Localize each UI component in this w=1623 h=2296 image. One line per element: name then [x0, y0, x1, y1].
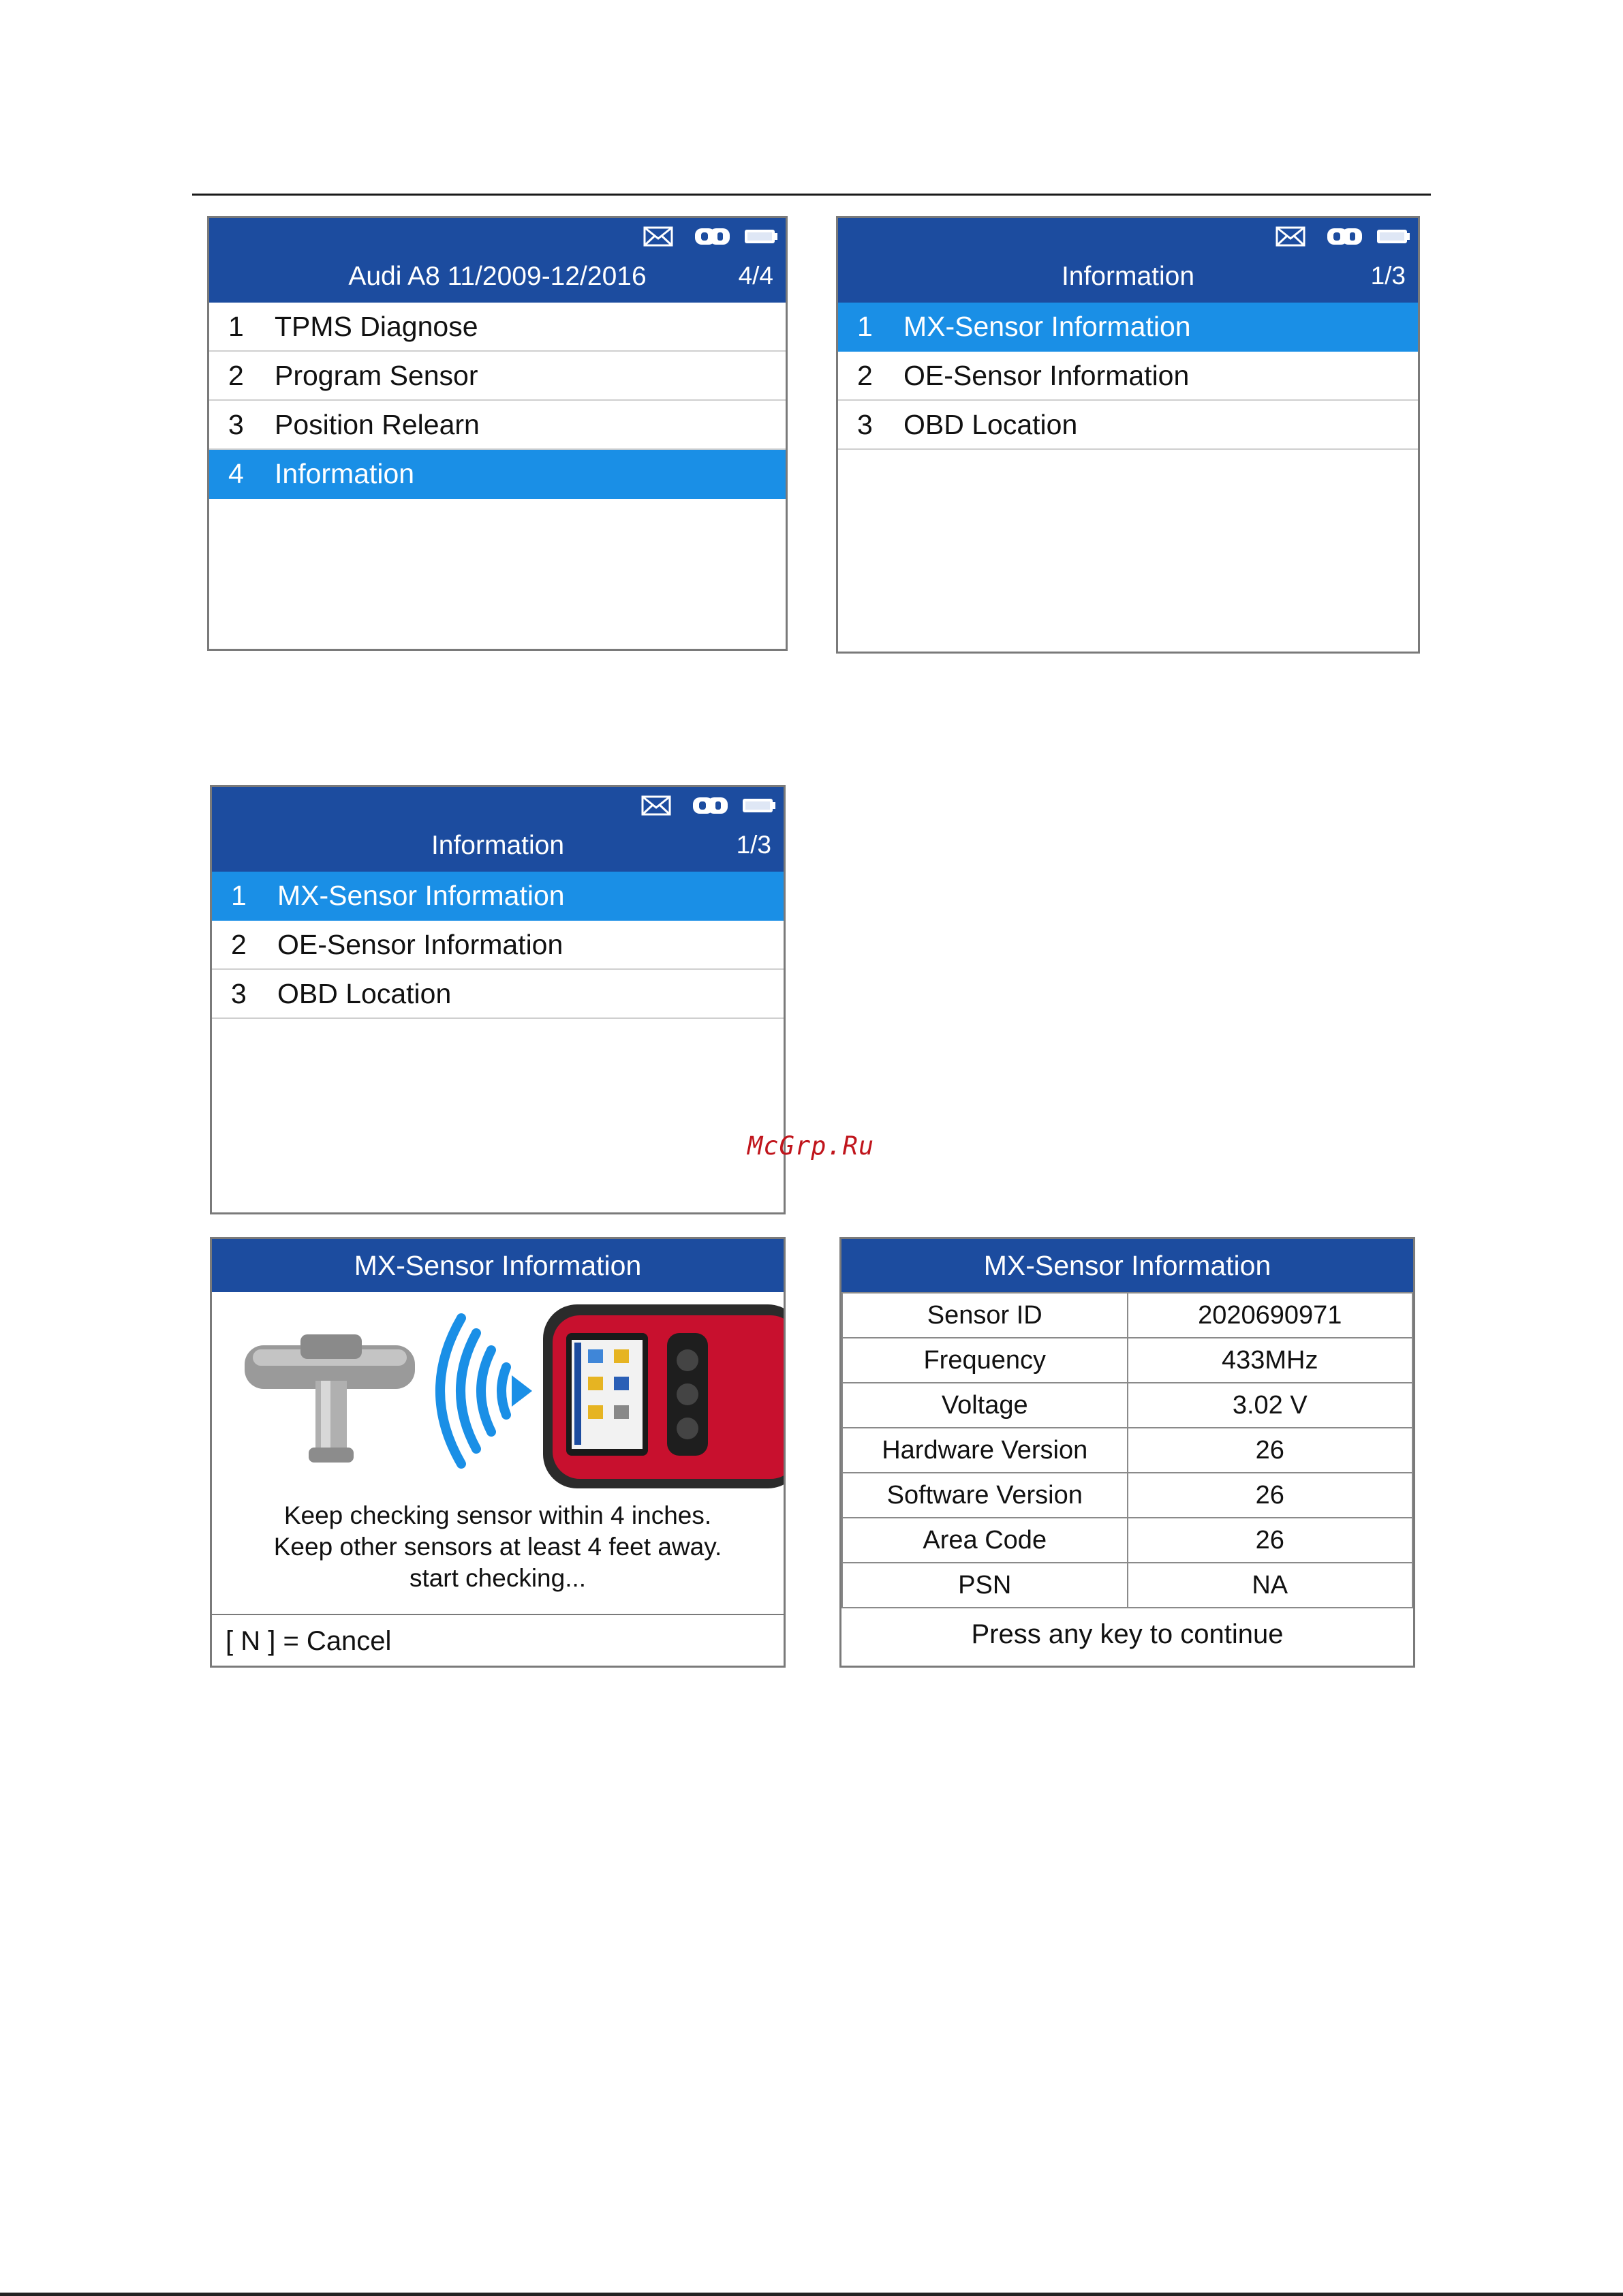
table-row: Frequency 433MHz: [842, 1338, 1412, 1383]
screen-title: Audi A8 11/2009-12/2016: [348, 262, 647, 291]
menu-item-mx-sensor-information[interactable]: 1 MX-Sensor Information: [838, 303, 1418, 352]
table-row: Hardware Version 26: [842, 1428, 1412, 1473]
link-icon: [693, 225, 724, 248]
menu-item-mx-sensor-information[interactable]: 1 MX-Sensor Information: [212, 872, 784, 921]
tpms-sensor-icon: [245, 1334, 415, 1463]
mail-icon: [1275, 225, 1306, 248]
mail-icon: [640, 794, 672, 817]
tpms-tool-icon: [543, 1304, 786, 1488]
page-indicator: 1/3: [736, 831, 771, 859]
table-row: Voltage 3.02 V: [842, 1383, 1412, 1428]
menu-list: [209, 303, 786, 499]
page-top-rule: [192, 194, 1431, 196]
screen-information-menu: [836, 216, 1420, 654]
menu-item-oe-sensor-information[interactable]: 2 OE-Sensor Information: [212, 921, 784, 970]
screen-vehicle-menu: [207, 216, 788, 651]
screen-title: Information: [431, 831, 565, 860]
mail-icon: [643, 225, 674, 248]
title-bar: [209, 218, 786, 303]
table-row: Software Version 26: [842, 1473, 1412, 1518]
screen-mx-sensor-checking: [210, 1237, 786, 1668]
menu-list: [212, 872, 784, 1019]
status-icons: [643, 225, 775, 248]
status-icons: [640, 794, 773, 817]
battery-icon: [743, 225, 775, 248]
continue-hint[interactable]: Press any key to continue: [971, 1619, 1284, 1649]
menu-item-information[interactable]: 4 Information: [209, 450, 786, 499]
link-icon: [691, 794, 722, 817]
page-indicator: 4/4: [738, 262, 773, 290]
menu-list: [838, 303, 1418, 450]
battery-icon: [1376, 225, 1407, 248]
link-icon: [1325, 225, 1357, 248]
checking-body: [212, 1292, 784, 1615]
screen-title: MX-Sensor Information: [212, 1239, 784, 1292]
menu-item-tpms-diagnose[interactable]: 1 TPMS Diagnose: [209, 303, 786, 352]
checking-message: Keep checking sensor within 4 inches. Keep other sensors at least 4 feet away. start checking...: [273, 1501, 722, 1592]
title-bar: [838, 218, 1418, 303]
menu-item-position-relearn[interactable]: 3 Position Relearn: [209, 401, 786, 450]
title-bar: [212, 787, 784, 872]
sensor-illustration: [212, 1292, 786, 1497]
battery-icon: [741, 794, 773, 817]
watermark-text: McGrp.Ru: [747, 1131, 875, 1161]
menu-item-program-sensor[interactable]: 2 Program Sensor: [209, 352, 786, 401]
table-row: Area Code 26: [842, 1518, 1412, 1563]
screen-title: MX-Sensor Information: [841, 1239, 1413, 1292]
menu-item-oe-sensor-information[interactable]: 2 OE-Sensor Information: [838, 352, 1418, 401]
wireless-signal-icon: [440, 1318, 532, 1464]
table-row: PSN NA: [842, 1563, 1412, 1608]
page-bottom-rule: [0, 2293, 1623, 2296]
cancel-hint[interactable]: [ N ] = Cancel: [226, 1625, 392, 1656]
table-row: Sensor ID 2020690971: [842, 1293, 1412, 1338]
sensor-info-table: [841, 1292, 1413, 1608]
menu-item-obd-location[interactable]: 3 OBD Location: [212, 970, 784, 1019]
page-indicator: 1/3: [1370, 262, 1406, 290]
menu-item-obd-location[interactable]: 3 OBD Location: [838, 401, 1418, 450]
screen-information-menu-2: [210, 785, 786, 1214]
screen-mx-sensor-result: [839, 1237, 1415, 1668]
status-icons: [1275, 225, 1407, 248]
screen-title: Information: [1061, 262, 1195, 291]
